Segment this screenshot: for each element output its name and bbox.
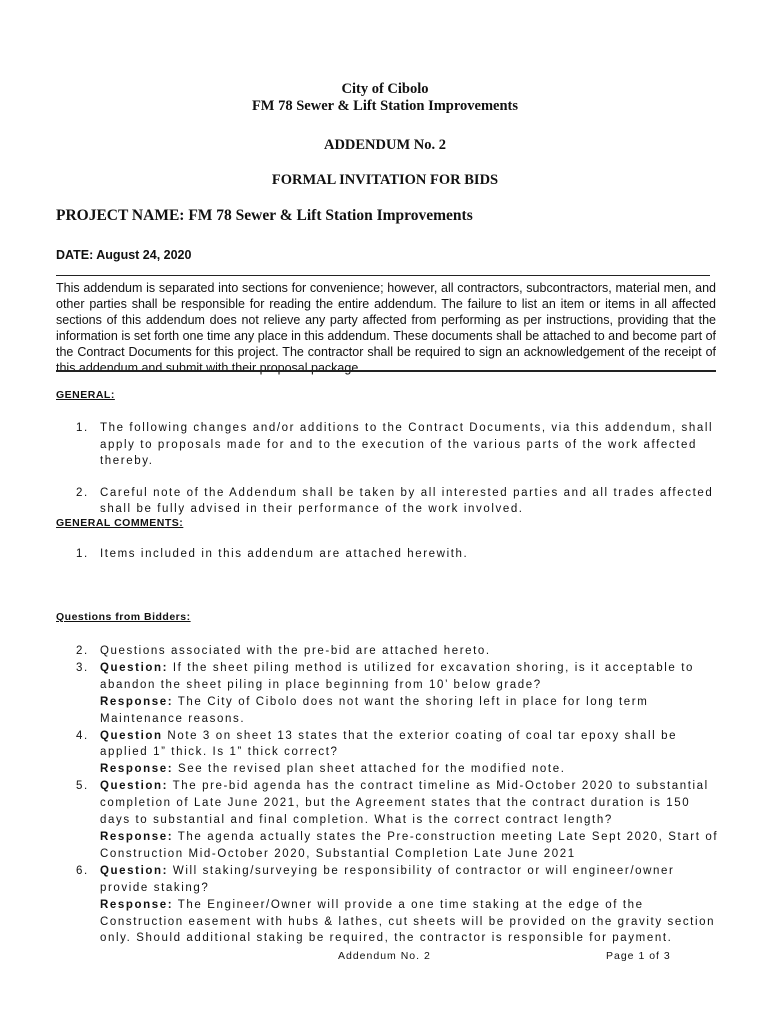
response-text: See the revised plan sheet attached for the modified note. (173, 763, 566, 776)
question-item (56, 778, 720, 863)
question-label: Question (100, 729, 163, 742)
list-text: Questions associated with the pre-bid are attached hereto. (100, 645, 491, 657)
question-text: The pre-bid agenda has the contract timeline as Mid-October 2020 to substantial completion of Late June 2021, but the Agreement states that the contract duration is 150 days to substantial and final completion. What is the correct contract length? (100, 780, 709, 827)
general-list (56, 420, 720, 533)
project-title: FM 78 Sewer & Lift Station Improvements (251, 98, 519, 114)
question-label: Question: (100, 864, 169, 877)
general-comments-list (56, 546, 720, 563)
general-heading: GENERAL: (56, 389, 115, 401)
question-item (56, 728, 720, 779)
list-number: 6. (76, 864, 89, 877)
general-comments-heading: GENERAL COMMENTS: (56, 517, 184, 529)
question-label: Question: (100, 780, 169, 793)
list-number: 2. (76, 486, 89, 499)
question-item (56, 660, 720, 728)
list-text: Careful note of the Addendum shall be taken by all interested parties and all trades affected shall be fully advised in their performance of the work involved. (100, 486, 714, 515)
list-item (56, 546, 720, 563)
footer-addendum-label: Addendum No. 2 (338, 950, 431, 962)
response-text: The agenda actually states the Pre-construction meeting Late Sept 2020, Start of Construction Mid-October 2020, Substantial Completion Late June 2021 (100, 830, 719, 860)
response-label: Response: (100, 695, 174, 708)
list-number: 4. (76, 729, 89, 742)
question-item (56, 863, 720, 948)
intro-paragraph: This addendum is separated into sections for convenience; however, all contractors, subcontractors, material men, and other parties shall be responsible for reading the entire addendum. The failure to list an item or items in all affected sections of this addendum does not relieve any party affected from performing as per instructions, providing that the information is set forth one time any place in this addendum. These documents shall be attached to and become part of the Contract Documents for this project. The contractor shall be required to sign an acknowledgement of the receipt of this addendum and submit with their proposal package. (56, 281, 716, 375)
divider-bottom (56, 370, 716, 372)
footer-page-number: Page 1 of 3 (606, 950, 671, 962)
divider-top (56, 275, 710, 276)
questions-heading: Questions from Bidders: (56, 611, 191, 623)
list-item (56, 643, 720, 660)
addendum-title: ADDENDUM No. 2 (323, 137, 447, 153)
response-text: The Engineer/Owner will provide a one time staking at the edge of the Construction easement with hubs & lathes, cut sheets will be provided on the gravity section only. Should additional staking be required, the contractor is responsible for payment. (100, 898, 716, 945)
list-number: 1. (76, 422, 89, 434)
question-text: If the sheet piling method is utilized for excavation shoring, is it acceptable to abandon the sheet piling in place beginning from 10’ below grade? (100, 661, 695, 691)
list-item (56, 485, 720, 518)
city-title: City of Cibolo (341, 81, 429, 97)
list-item (56, 420, 720, 470)
response-text: The City of Cibolo does not want the shoring left in place for long term Maintenance reasons. (100, 695, 649, 725)
question-text: Note 3 on sheet 13 states that the exterior coating of coal tar epoxy shall be applied 1” thick. Is 1” thick correct? (100, 729, 678, 759)
questions-list (56, 643, 720, 947)
list-number: 2. (76, 645, 89, 657)
list-text: Items included in this addendum are attached herewith. (100, 548, 469, 560)
date-line: DATE: August 24, 2020 (56, 248, 192, 262)
project-name: PROJECT NAME: FM 78 Sewer & Lift Station Improvements (56, 207, 473, 224)
list-number: 3. (76, 661, 89, 674)
response-label: Response: (100, 763, 174, 776)
response-label: Response: (100, 898, 174, 911)
response-label: Response: (100, 830, 174, 843)
question-text: Will staking/surveying be responsibility of contractor or will engineer/owner provide staking? (100, 864, 675, 894)
list-number: 1. (76, 548, 89, 560)
question-label: Question: (100, 661, 169, 674)
list-number: 5. (76, 780, 89, 793)
list-text: The following changes and/or additions to the Contract Documents, via this addendum, shall apply to proposals made for and to the execution of the various parts of the work affected thereby. (100, 422, 714, 467)
invitation-title: FORMAL INVITATION FOR BIDS (271, 172, 499, 188)
